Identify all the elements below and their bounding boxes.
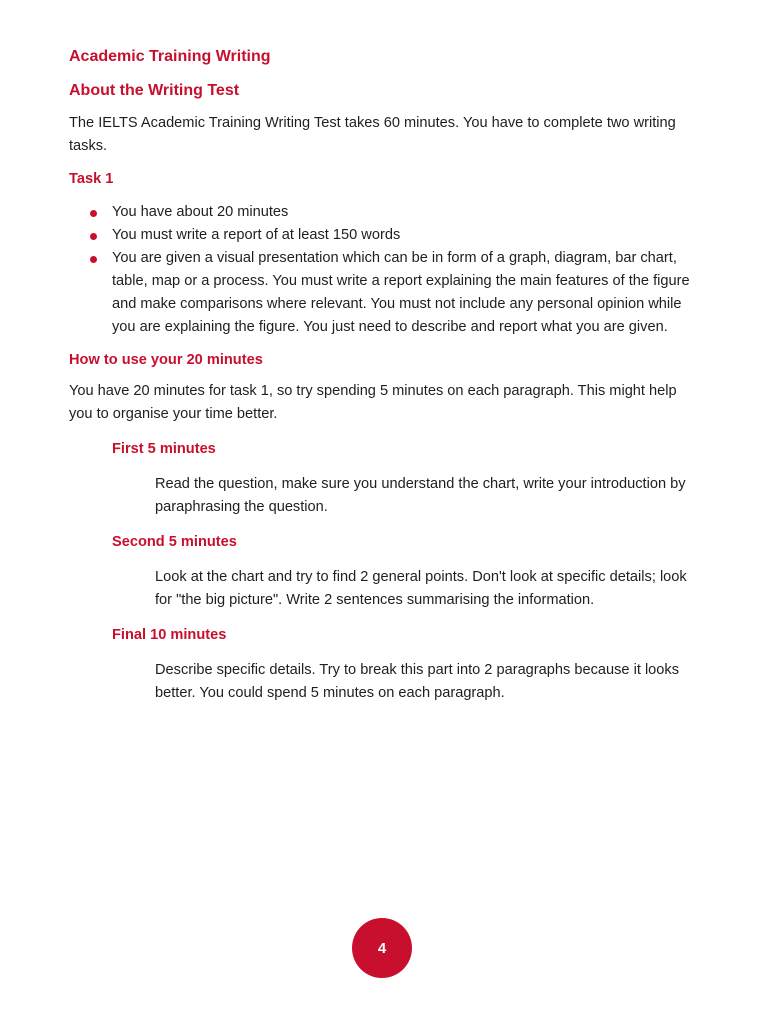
task1-bullet-list [69, 201, 699, 339]
page-number-badge [352, 918, 412, 978]
about-paragraph: The IELTS Academic Training Writing Test takes 60 minutes. You have to complete two writing tasks. [69, 115, 676, 154]
document-page [69, 44, 699, 705]
document-title: Academic Training Writing [69, 48, 271, 65]
final-10-minutes-heading: Final 10 minutes [112, 627, 227, 643]
bullet-text: You are given a visual presentation which can be in form of a graph, diagram, bar chart, table, map or a process. You must write a report explaining the main features of the figure and make comparisons where relevant. You must not include any personal opinion while you are explaining the figure. You just need to describe and report what you are given. [112, 250, 690, 335]
how-to-paragraph: You have 20 minutes for task 1, so try spending 5 minutes on each paragraph. This might help you to organise your time better. [69, 383, 677, 422]
list-item [69, 224, 699, 247]
bullet-icon [90, 210, 97, 217]
bullet-icon [90, 256, 97, 263]
page-number: 4 [377, 939, 387, 957]
list-item [69, 247, 699, 339]
second-5-minutes-text: Look at the chart and try to find 2 general points. Don't look at specific details; look for "the big picture". Write 2 sentences summarising the information. [155, 569, 687, 608]
final-10-minutes-text: Describe specific details. Try to break this part into 2 paragraphs because it looks better. You could spend 5 minutes on each paragraph. [155, 662, 680, 701]
bullet-text: You must write a report of at least 150 words [112, 227, 401, 243]
about-heading: About the Writing Test [69, 82, 240, 99]
bullet-text: You have about 20 minutes [112, 204, 289, 220]
first-5-minutes-text: Read the question, make sure you understand the chart, write your introduction by paraphrasing the question. [155, 476, 686, 515]
second-5-minutes-heading: Second 5 minutes [112, 534, 237, 550]
task1-heading: Task 1 [69, 171, 114, 187]
how-to-heading: How to use your 20 minutes [69, 352, 263, 368]
first-5-minutes-heading: First 5 minutes [112, 441, 216, 457]
list-item [69, 201, 699, 224]
bullet-icon [90, 233, 97, 240]
